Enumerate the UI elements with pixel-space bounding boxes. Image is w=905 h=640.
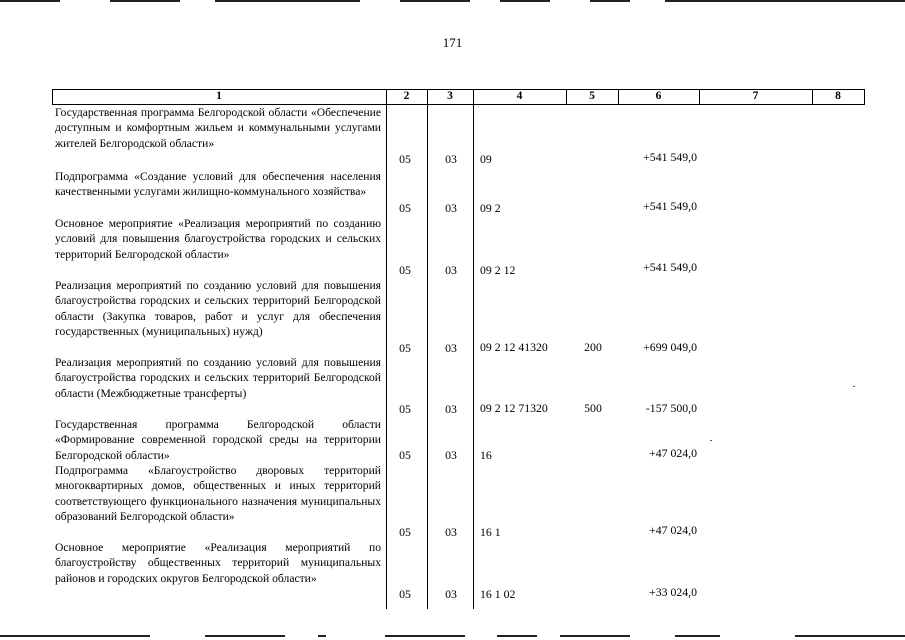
- scan-speck: [853, 386, 855, 387]
- row-amount: +47 024,0: [649, 523, 697, 537]
- row-target-code: 09: [480, 152, 492, 166]
- column-header-6: 6: [655, 90, 662, 102]
- row-target-code: 09 2: [480, 201, 501, 215]
- row-section: 05: [399, 448, 411, 462]
- row-description: Основное мероприятие «Реализация мероприятий по созданию условий для повышения благоустройства городских и сельских территорий Белгородской области»: [55, 217, 381, 261]
- row-subsection: 03: [445, 525, 457, 539]
- row-expense-type: 200: [584, 340, 602, 354]
- row-subsection: 03: [445, 341, 457, 355]
- row-description: Подпрограмма «Создание условий для обеспечения населения качественными услугами жилищно-коммунального хозяйства»: [55, 170, 381, 199]
- row-target-code: 09 2 12: [480, 263, 516, 277]
- page-number: 171: [442, 35, 463, 50]
- row-subsection: 03: [445, 152, 457, 166]
- row-subsection: 03: [445, 448, 457, 462]
- row-section: 05: [399, 341, 411, 355]
- scan-speck: [710, 440, 712, 441]
- row-section: 05: [399, 152, 411, 166]
- row-amount: +33 024,0: [649, 585, 697, 599]
- bottom-scan-border: [0, 635, 905, 637]
- row-description: Подпрограмма «Благоустройство дворовых территорий многоквартирных домов, общественных и иных территорий соответствующего функционального назначения муниципальных образований Белгородской области»: [55, 464, 381, 523]
- row-description: Государственная программа Белгородской области «Формирование современной городской среды на территории Белгородской области»: [55, 418, 381, 462]
- row-amount: +541 549,0: [643, 260, 697, 274]
- row-target-code: 16 1: [480, 525, 501, 539]
- row-section: 05: [399, 263, 411, 277]
- row-expense-type: 500: [584, 401, 602, 415]
- row-section: 05: [399, 402, 411, 416]
- row-subsection: 03: [445, 587, 457, 601]
- row-description: Реализация мероприятий по созданию условий для повышения благоустройства городских и сельских территорий Белгородской области (Закупка товаров, работ и услуг для обеспечения государственных (муниципальных) нужд): [55, 279, 381, 338]
- row-target-code: 09 2 12 71320: [480, 401, 548, 415]
- row-section: 05: [399, 201, 411, 215]
- row-subsection: 03: [445, 402, 457, 416]
- row-amount: +541 549,0: [643, 199, 697, 213]
- top-scan-border: [0, 0, 905, 2]
- column-header-5: 5: [589, 90, 595, 102]
- column-header-4: 4: [516, 90, 523, 102]
- column-header-1: 1: [216, 90, 222, 102]
- row-amount: +541 549,0: [643, 150, 697, 164]
- column-header-2: 2: [403, 90, 410, 102]
- row-amount: +699 049,0: [643, 340, 697, 354]
- row-subsection: 03: [445, 201, 457, 215]
- row-subsection: 03: [445, 263, 457, 277]
- row-section: 05: [399, 525, 411, 539]
- row-amount: -157 500,0: [645, 401, 697, 415]
- column-header-7: 7: [752, 90, 759, 102]
- column-header-3: 3: [447, 90, 453, 102]
- row-target-code: 16 1 02: [480, 587, 516, 601]
- row-section: 05: [399, 587, 411, 601]
- row-description: Реализация мероприятий по созданию условий для повышения благоустройства городских и сельских территорий Белгородской области (Межбюджетные трансферты): [55, 356, 381, 400]
- row-target-code: 16: [480, 448, 492, 462]
- row-amount: +47 024,0: [649, 446, 697, 460]
- column-header-8: 8: [835, 90, 841, 102]
- row-description: Основное мероприятие «Реализация мероприятий по благоустройству общественных территорий муниципальных районов и городских округов Белгородской области»: [55, 541, 381, 585]
- row-description: Государственная программа Белгородской области «Обеспечение доступным и комфортным жильем и коммунальными услугами жителей Белгородской области»: [55, 106, 381, 150]
- budget-table: [52, 89, 865, 609]
- row-target-code: 09 2 12 41320: [480, 340, 548, 354]
